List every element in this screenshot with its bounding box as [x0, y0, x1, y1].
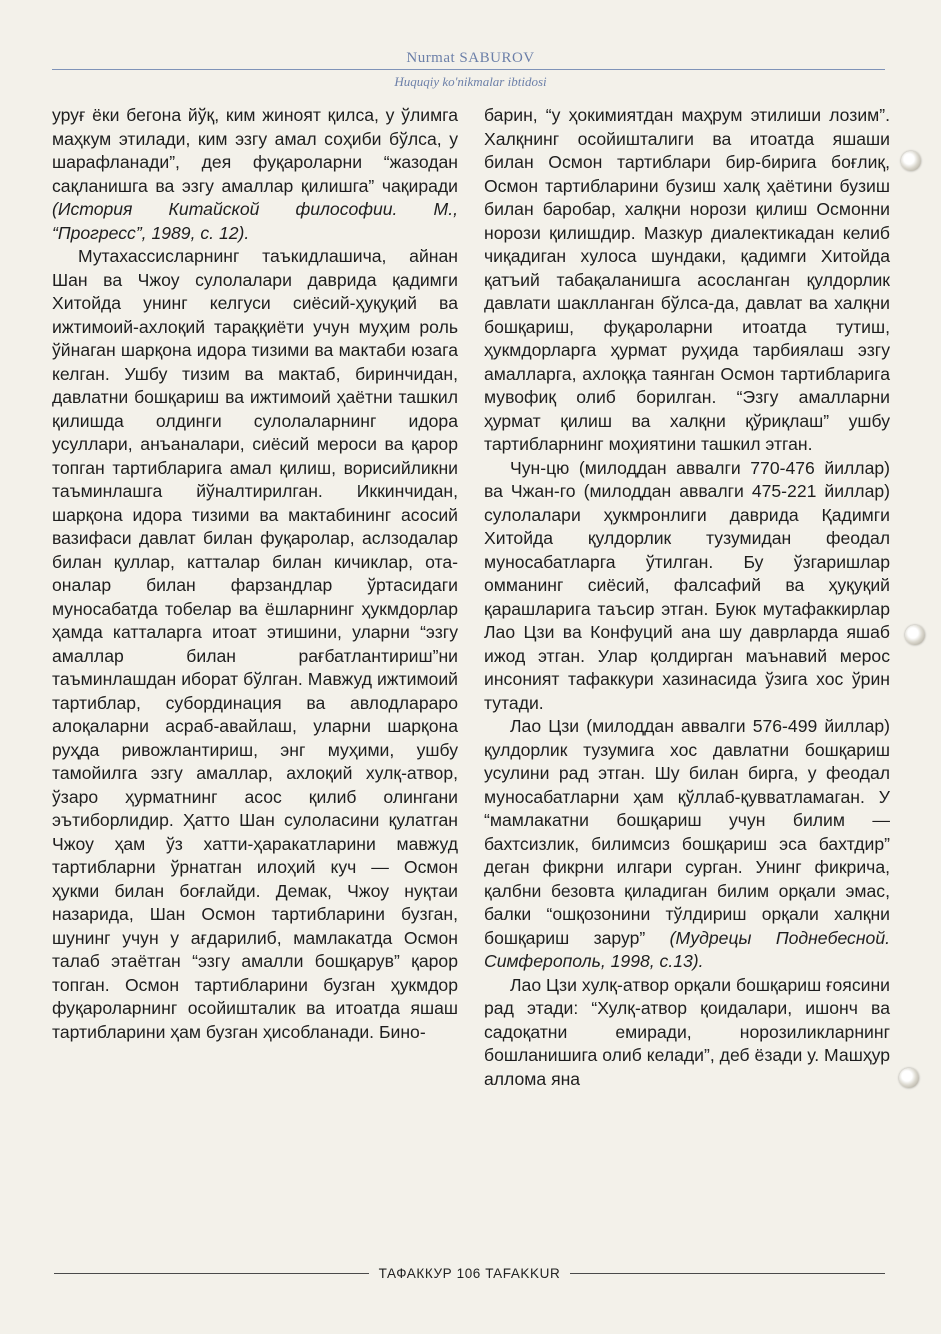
footer-rule-left	[54, 1273, 369, 1274]
text-column-left	[52, 104, 458, 1044]
paragraph: Мутахассисларнинг таъкидлашича, айнан Шан ва Чжоу сулолалари даврида қадимги Хитойда унинг келгуси сиёсий-ҳуқуқий ва ижтимоий-ахлоқий тараққиёти учун муҳим роль ўйнаган шарқона идора тизими ва мактаби юзага келган. Ушбу тизим ва мактаб, биринчидан, давлатни бошқариш ва ижтимоий ҳаётни ташкил қилишда олдинги сулолаларнинг идора усуллари, анъаналари, сиёсий мероси ва қарор топган тартибларига амал қилиш, ворисийликни таъминлашга йўналтирилган. Иккинчидан, шарқона идора тизими ва мактабининг асосий вазифаси давлат билан фуқаролар, аслзодалар билан қуллар, катталар билан кичиклар, ота-оналар билан фарзандлар ўртасидаги муносабатда тобелар ва ёшларнинг ҳукмдорлар ҳамда катталарга итоат этишини, уларни “эзгу амаллар билан рағбатлантириш”ни таъминлашдан иборат бўлган. Мавжуд ижтимоий тартиблар, субординация ва авлодлараро алоқаларни асраб-авайлаш, уларни шарқона руҳда ривожлантириш, энг муҳими, ушбу тамойилга эзгу амаллар, ахлоқий хулқ-атвор, ўзаро ҳурматнинг асос қилиб олингани эътиборлидир. Ҳатто Шан сулоласини қулатган Чжоу ҳам ўз хатти-ҳаракатларини мавжуд тартибларни ўрнатган илоҳий куч — Осмон ҳукми билан боғлайди. Демак, Чжоу нуқтаи назарида, Шан Осмон тартибларини бузган, шунинг учун у ағдарилиб, мамлакатда Осмон талаб этаётган “эзгу амалли бошқарув” қарор топган. Осмон тартибларини бузган ҳукмдор фуқароларнинг осойишталик ва итоатда яшаш тартибларини ҳам бузган ҳисобланади. Бино-	[52, 246, 458, 1042]
binder-hole-icon	[901, 151, 921, 171]
citation: (Мудрецы Поднебесной. Симферополь, 1998, с.13).	[484, 927, 890, 971]
binder-hole-icon	[899, 1068, 919, 1088]
paragraph	[484, 715, 890, 974]
paragraph-text: уруғ ёки бегона йўқ, ким жиноят қилса, у ўлимга маҳкум этилади, ким эзгу амал соҳиби бўлса, у шарафланади”, дея фуқароларни “жазодан сақланишга ва эзгу амаллар қилишга” чақиради	[52, 105, 458, 196]
running-header-subtitle: Huquqiy ko'nikmalar ibtidosi	[394, 74, 547, 89]
citation: (История Китайской философии. М., “Прогресс”, 1989, с. 12).	[52, 199, 458, 243]
paragraph: Чун-цю (милоддан аввалги 770-476 йиллар) ва Чжан-го (милоддан аввалги 475-221 йиллар) сулолалари ҳукмронлиги даврида Қадимги Хитойда қулдорлик тузумидан феодал муносабатларга ўтилган. Бу ўзгаришлар омманинг сиёсий, фалсафий ва ҳуқуқий қарашларига таъсир этган. Буюк мутафаккирлар Лао Цзи ва Конфуций ана шу даврларда яшаб ижод этган. Улар қолдирган маънавий мерос инсоният тафаккури хазинасида ўзига хос ўрин тутади.	[484, 457, 890, 713]
running-header-author: Nurmat SABUROV	[406, 50, 535, 66]
paragraph-text: Лао Цзи (милоддан аввалги 576-499 йиллар) қулдорлик тузумига хос давлатни бошқариш усулини рад этган. Шу билан бирга, у феодал муносабатларни ҳам қўллаб-қувватламаган. У “мамлакатни бошқариш учун билим — бахтсизлик, билимсиз бошқариш эса бахтдир” деган фикрни илгари сурган. Унинг фикрича, қалбни безовта қиладиган билим орқали эмас, балки “ошқозонини тўлдириш орқали халқни бошқариш зарур”	[484, 716, 890, 948]
paragraph	[52, 104, 458, 245]
paragraph: барин, “у ҳокимиятдан маҳрум этилиши лозим”. Халқнинг осойишталиги ва итоатда яшаши билан Осмон тартиблари бир-бирига боғлиқ, Осмон тартибларини бузиш халқ ҳаётини бузиш билан баробар, халқни норози қилиш Осмонни норози қилишдир. Мазкур диалектикадан келиб чиқадиган хулоса шундаки, қадимги Хитойда қатъий табақаланишга асосланган қулдорлик давлати шаклланган бўлса-да, давлат ва халқни бошқариш, фуқароларни итоатда тутиш, ҳукмдорларга ҳурмат руҳида тарбиялаш эзгу амалларга, ахлоққа таянган Осмон тартибларига мувофиқ олиб борилган. “Эзгу амалларни ҳурмат қилиш ва халқни қўриқлаш” ушбу тартибларнинг моҳиятини ташкил этган.	[484, 105, 890, 454]
paragraph: Лао Цзи хулқ-атвор орқали бошқариш ғоясини рад этади: “Хулқ-атвор қоидалари, ишонч ва садоқатни емиради, норозиликларнинг бошланишига олиб келади”, деб ёзади у. Машҳур аллома яна	[484, 974, 890, 1089]
page-footer	[54, 1262, 885, 1284]
footer-label: ТАФАККУР 106 TAFAKKUR	[378, 1265, 561, 1281]
binder-hole-icon	[905, 625, 925, 645]
footer-rule-right	[570, 1273, 885, 1274]
header-divider	[52, 69, 885, 70]
text-column-right	[484, 104, 890, 1091]
